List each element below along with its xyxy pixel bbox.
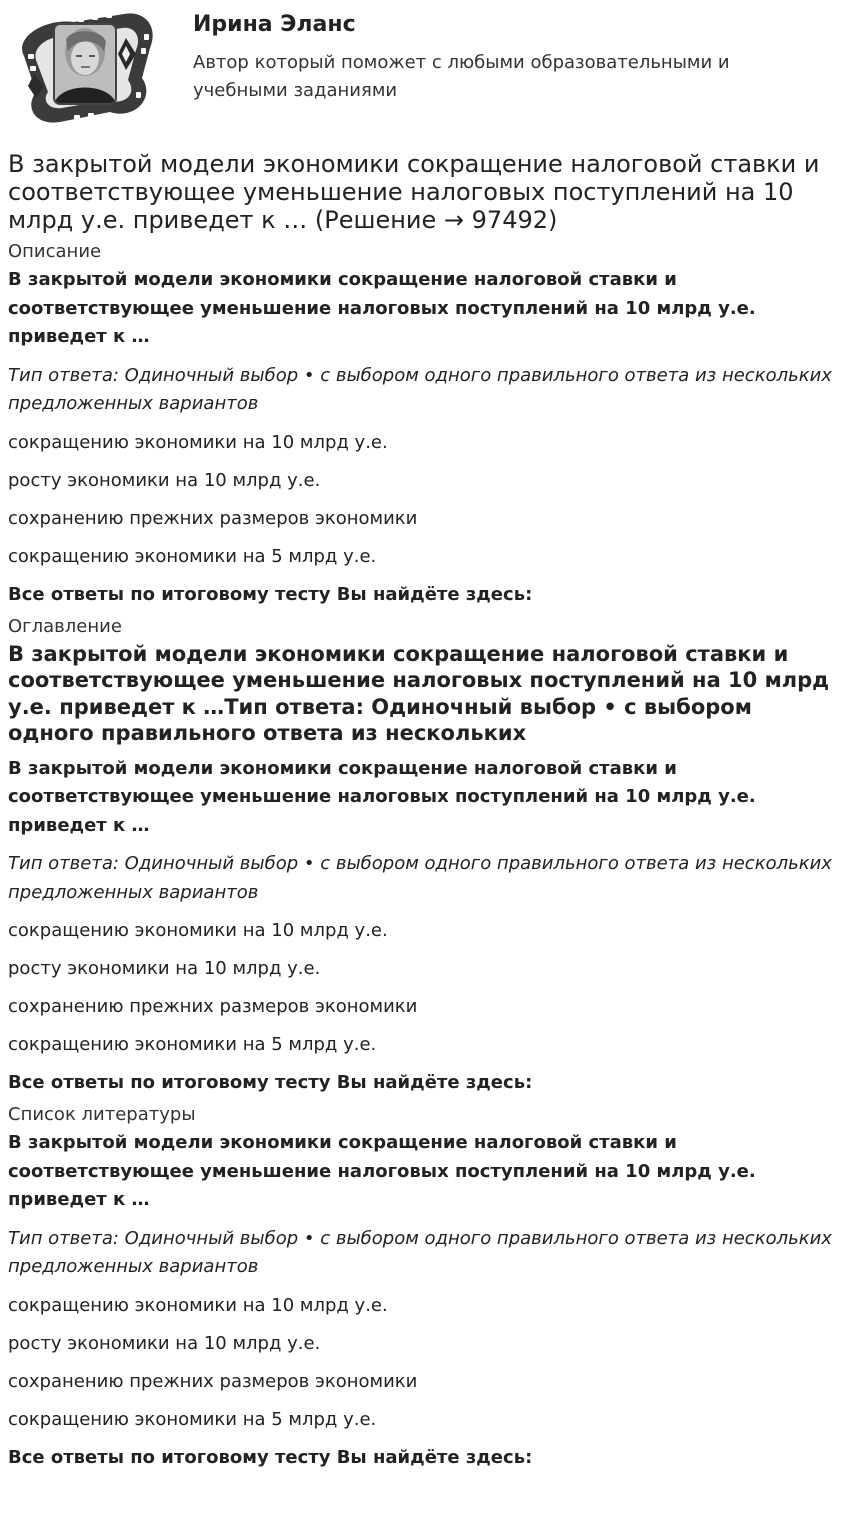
author-card bbox=[8, 0, 839, 140]
answer-option: росту экономики на 10 млрд у.е. bbox=[8, 958, 321, 979]
answer-type-text: Тип ответа: Одиночный выбор • с выбором одного правильного ответа из нескольких предложенных вариантов bbox=[8, 853, 832, 903]
answer-option: сокращению экономики на 10 млрд у.е. bbox=[8, 1294, 388, 1316]
answer-option: сохранению прежних размеров экономики bbox=[8, 507, 418, 529]
avatar[interactable] bbox=[14, 8, 160, 128]
all-answers-text: Все ответы по итоговому тесту Вы найдёте здесь: bbox=[8, 1446, 533, 1468]
page-title: В закрытой модели экономики сокращение налоговой ставки и соответствующее уменьшение налоговых поступлений на 10 млрд у.е. приведет к … (Решение → 97492) bbox=[8, 150, 820, 234]
answer-option: росту экономики на 10 млрд у.е. bbox=[8, 469, 321, 491]
answer-option: росту экономики на 10 млрд у.е. bbox=[8, 1332, 321, 1354]
author-description: Автор который поможет с любыми образовательными и учебными заданиями bbox=[193, 52, 730, 101]
film-strip-photo-avatar-icon bbox=[14, 8, 160, 128]
literature-section bbox=[8, 1103, 839, 1472]
toc-heading: В закрытой модели экономики сокращение налоговой ставки и соответствующее уменьшение налоговых поступлений на 10 млрд у.е. приведет к …Тип ответа: Одиночный выбор • с выбором одного правильного ответа из нескольких bbox=[8, 641, 830, 745]
toc-section bbox=[8, 615, 839, 1098]
answer-option: сокращению экономики на 5 млрд у.е. bbox=[8, 1034, 377, 1055]
question-text: В закрытой модели экономики сокращение налоговой ставки и соответствующее уменьшение налоговых поступлений на 10 млрд у.е. приведет к … bbox=[8, 1132, 756, 1210]
section-label-literature: Список литературы bbox=[8, 1104, 196, 1125]
all-answers-text: Все ответы по итоговому тесту Вы найдёте здесь: bbox=[8, 1072, 533, 1093]
section-label-toc: Оглавление bbox=[8, 615, 122, 637]
answer-option: сохранению прежних размеров экономики bbox=[8, 996, 418, 1017]
question-text: В закрытой модели экономики сокращение налоговой ставки и соответствующее уменьшение налоговых поступлений на 10 млрд у.е. приведет к … bbox=[8, 269, 756, 347]
author-name[interactable]: Ирина Эланс bbox=[193, 12, 356, 37]
answer-type-text: Тип ответа: Одиночный выбор • с выбором одного правильного ответа из нескольких предложенных вариантов bbox=[8, 364, 832, 414]
answer-option: сокращению экономики на 5 млрд у.е. bbox=[8, 545, 377, 567]
description-section bbox=[8, 240, 839, 609]
answer-option: сокращению экономики на 5 млрд у.е. bbox=[8, 1408, 377, 1430]
section-label-description: Описание bbox=[8, 241, 102, 262]
all-answers-text: Все ответы по итоговому тесту Вы найдёте здесь: bbox=[8, 583, 533, 605]
answer-type-text: Тип ответа: Одиночный выбор • с выбором одного правильного ответа из нескольких предложенных вариантов bbox=[8, 1227, 832, 1277]
answer-option: сокращению экономики на 10 млрд у.е. bbox=[8, 431, 388, 453]
answer-option: сокращению экономики на 10 млрд у.е. bbox=[8, 920, 388, 941]
answer-option: сохранению прежних размеров экономики bbox=[8, 1370, 418, 1392]
question-text: В закрытой модели экономики сокращение налоговой ставки и соответствующее уменьшение налоговых поступлений на 10 млрд у.е. приведет к … bbox=[8, 757, 756, 836]
